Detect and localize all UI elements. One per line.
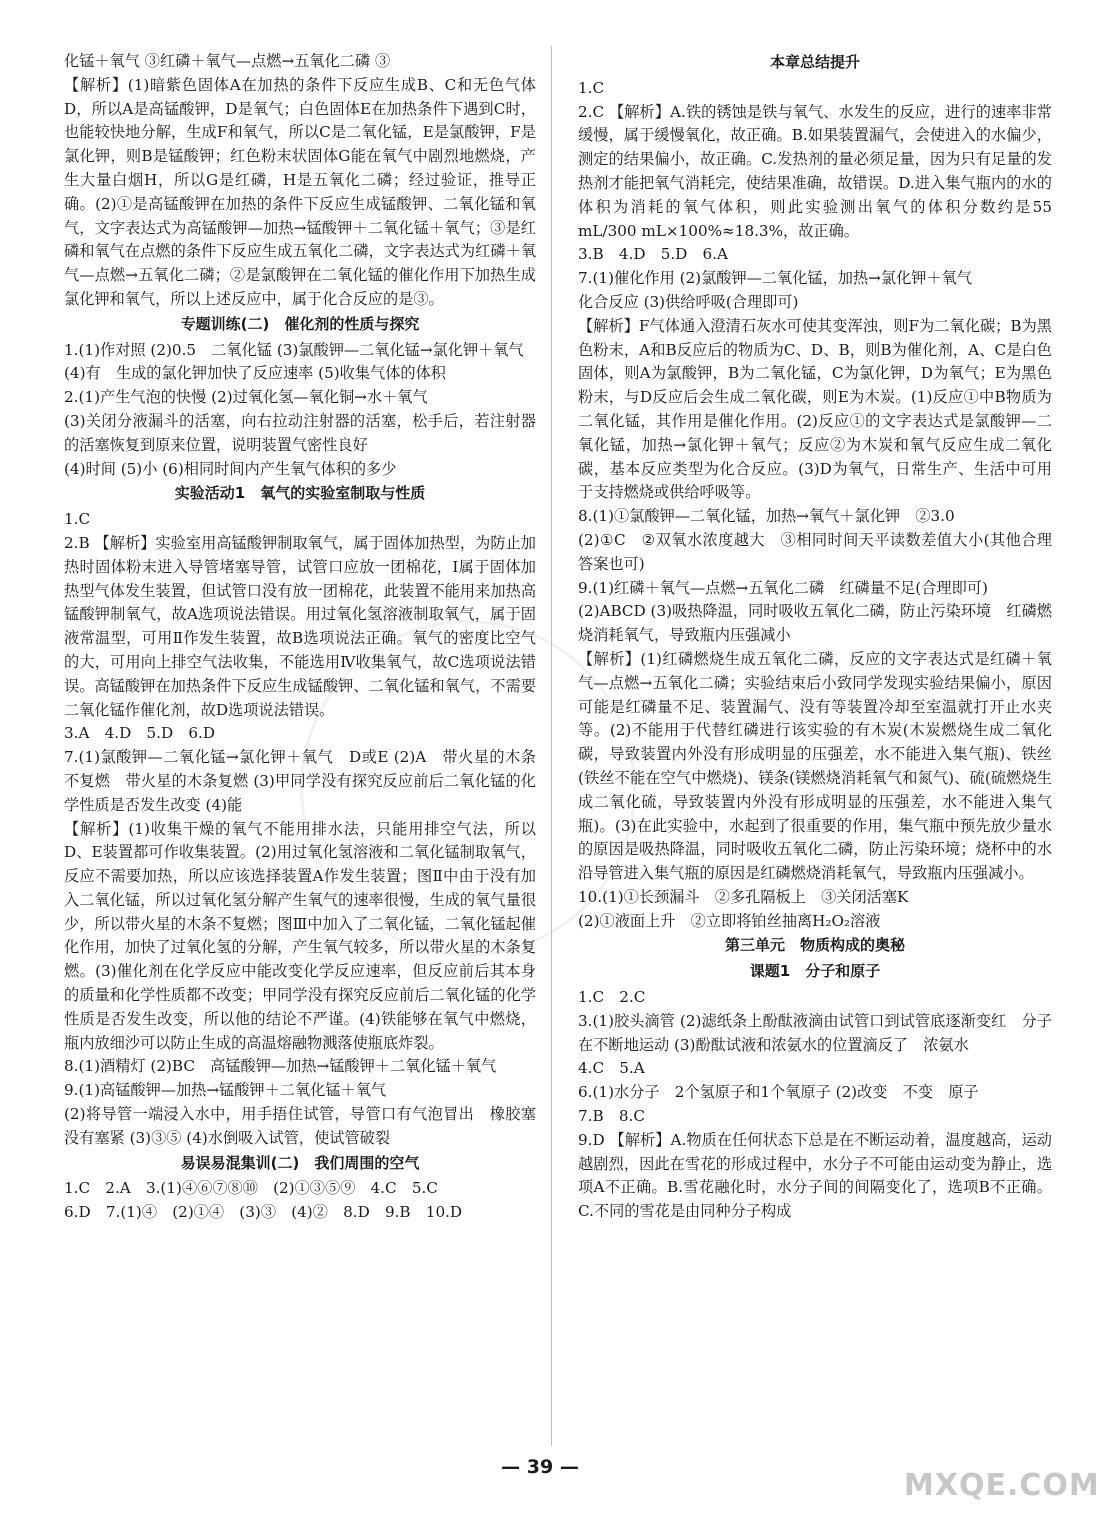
answer-paragraph: 8.(1)①氯酸钾—二氧化锰，加热→氧气＋氯化钾 ②3.0	[578, 507, 955, 526]
answer-paragraph: (2)将导管一端浸入水中，用手捂住试管，导管口有气泡冒出 橡胶塞没有塞紧 (3)③⑤ (4)水倒吸入试管，使试管破裂	[64, 1105, 536, 1147]
answer-paragraph: (2)①液面上升 ②立即将铂丝抽离H₂O₂溶液	[578, 911, 881, 930]
section-heading: 实验活动1 氧气的实验室制取与性质	[174, 484, 426, 503]
answer-paragraph: 3.A 4.D 5.D 6.D	[64, 724, 216, 743]
answer-paragraph: 【解析】F气体通入澄清石灰水可使其变浑浊，则F为二氧化碳；B为黑色粉末，A和B反应后的物质为C、D、B，则B为催化剂，A、C是白色固体，则A为氯酸钾，B为二氧化锰，C为氯化钾，D为氧气；E为黑色粉末，与D反应后会生成二氧化碳，则E为木炭。(1)反应①中B物质为二氧化锰，其作用是催化作用。(2)反应①的文字表达式是氯酸钾—二氧化锰，加热→氯化钾＋氧气；反应②为木炭和氧气反应生成二氧化碳，基本反应类型为化合反应。(3)D为氧气，日常生产、生活中可用于支持燃烧或供给呼吸等。	[578, 316, 1052, 502]
page-number: — 39 —	[501, 1456, 579, 1478]
answer-paragraph: 9.(1)红磷＋氧气—点燃→五氧化二磷 红磷量不足(合理即可)	[578, 578, 988, 597]
answer-paragraph: 1.C 2.C	[578, 988, 646, 1007]
answer-paragraph: 6.D 7.(1)④ (2)①④ (3)③ (4)② 8.D 9.B 10.D	[64, 1203, 463, 1222]
left-column	[64, 50, 536, 1225]
section-heading: 第三单元 物质构成的奥秘	[724, 936, 905, 955]
answer-paragraph: 化锰＋氧气 ③红磷＋氧气—点燃→五氧化二磷 ③	[64, 52, 391, 70]
answer-paragraph: 3.B 4.D 5.D 6.A	[578, 245, 729, 264]
answer-paragraph: 3.(1)胶头滴管 (2)滤纸条上酚酞液滴由试管口到试管底逐渐变红 分子在不断地运动 (3)酚酞试液和浓氨水的位置滴反了 浓氨水	[578, 1011, 1052, 1054]
section-heading: 专题训练(二) 催化剂的性质与探究	[180, 314, 420, 333]
answer-paragraph: (4)时间 (5)小 (6)相同时间内产生氧气体积的多少	[64, 459, 397, 478]
answer-paragraph: 化合反应 (3)供给呼吸(合理即可)	[578, 292, 799, 311]
right-column	[578, 50, 1052, 1224]
answer-paragraph: 【解析】(1)红磷燃烧生成五氧化二磷，反应的文字表达式是红磷＋氧气—点燃→五氧化二磷；实验结束后小致同学发现实验结果偏小，原因可能是红磷量不足、装置漏气、没有等装置冷却至室温就打开止水夹等。(2)不能用于代替红磷进行该实验的有木炭(木炭燃烧生成二氧化碳，导致装置内外没有形成明显的压强差，水不能进入集气瓶)、铁丝(铁丝不能在空气中燃烧)、镁条(镁燃烧消耗氧气和氮气)、硫(硫燃烧生成二氧化硫，导致装置内外没有形成明显的压强差，水不能进入集气瓶)。(3)在此实验中，水起到了很重要的作用，集气瓶中预先放少量水的原因是吸热降温，同时吸收五氧化二磷，防止污染环境；烧杯中的水沿导管进入集气瓶的原因是红磷燃烧消耗氧气，导致瓶内压强减小。	[578, 649, 1052, 883]
answer-paragraph: 1.C 2.A 3.(1)④⑥⑦⑧⑩ (2)①③⑤⑨ 4.C 5.C	[64, 1179, 438, 1198]
answer-paragraph: 8.(1)酒精灯 (2)BC 高锰酸钾—加热→锰酸钾＋二氧化锰＋氧气	[64, 1057, 497, 1076]
section-heading: 本章总结提升	[769, 53, 860, 71]
column-divider	[551, 46, 552, 1446]
answer-paragraph: 1.C	[64, 510, 91, 529]
answer-paragraph: 7.(1)氯酸钾—二氧化锰→氯化钾＋氧气 D或E (2)A 带火星的木条不复燃 带火星的木条复燃 (3)甲同学没有探究反应前后二氧化锰的化学性质是否发生改变 (4)能	[64, 748, 536, 814]
answer-paragraph: 7.(1)催化作用 (2)氯酸钾—二氧化锰，加热→氯化钾＋氧气	[578, 269, 973, 288]
answer-paragraph: (2)ABCD (3)吸热降温，同时吸收五氧化二磷，防止污染环境 红磷燃烧消耗氧气，导致瓶内压强减小	[578, 602, 1052, 645]
answer-paragraph: 1.(1)作对照 (2)0.5 二氧化锰 (3)氯酸钾—二氧化锰→氯化钾＋氧气	[64, 340, 524, 359]
answer-paragraph: 2.C 【解析】A.铁的锈蚀是铁与氧气、水发生的反应，进行的速率非常缓慢，属于缓慢氧化，故正确。B.如果装置漏气，会使进入的水偏少，测定的结果偏小，故正确。C.发热剂的量必须足量，因为只有足量的发热剂才能把氧气消耗完，使结果准确，故错误。D.进入集气瓶内的水的体积为消耗的氧气体积，则此实验测出氧气的体积分数约是55 mL/300 mL×100%≈18.3%，故正确。	[578, 102, 1052, 240]
watermark-text: MXQE.COM	[904, 1468, 1100, 1503]
answer-paragraph: (2)①C ②双氧水浓度越大 ③相同时间天平读数差值大小(其他合理答案也可)	[578, 530, 1052, 573]
answer-paragraph: 9.(1)高锰酸钾—加热→锰酸钾＋二氧化锰＋氧气	[64, 1081, 387, 1100]
answer-paragraph: (4)有 生成的氯化钾加快了反应速率 (5)收集气体的体积	[64, 364, 446, 383]
answer-paragraph: 2.B 【解析】实验室用高锰酸钾制取氧气，属于固体加热型，为防止加热时固体粉末进入导管堵塞导管，试管口应放一团棉花，I属于固体加热型气体发生装置，但试管口没有放一团棉花，此装置不能用来加热高锰酸钾制氧气，故A选项说法错误。用过氧化氢溶液制取氧气，属于固液常温型，可用Ⅱ作发生装置，故B选项说法正确。氧气的密度比空气的大，可用向上排空气法收集，不能选用Ⅳ收集氧气，故C选项说法错误。高锰酸钾在加热条件下反应生成锰酸钾、二氧化锰和氧气，不需要二氧化锰作催化剂，故D选项说法错误。	[64, 533, 536, 719]
answer-paragraph: 2.(1)产生气泡的快慢 (2)过氧化氢—氧化铜→水＋氧气	[64, 388, 428, 407]
answer-paragraph: 【解析】(1)暗紫色固体A在加热的条件下反应生成B、C和无色气体D，所以A是高锰酸钾，D是氧气；白色固体E在加热条件下遇到C时，也能较快地分解，生成F和氧气，所以C是二氧化锰，E是氯酸钾，F是氯化钾，则B是锰酸钾；红色粉末状固体G能在氧气中剧烈地燃烧，产生大量白烟H，所以G是红磷，H是五氧化二磷；经过验证，推导正确。(2)①是高锰酸钾在加热的条件下反应生成锰酸钾、二氧化锰和氧气，文字表达式为高锰酸钾—加热→锰酸钾＋二氧化锰＋氧气；③是红磷和氧气在点燃的条件下反应生成五氧化二磷，文字表达式为红磷＋氧气—点燃→五氧化二磷；②是氯酸钾在二氧化锰的催化作用下加热生成氯化钾和氧气，所以上述反应中，属于化合反应的是③。	[64, 75, 536, 308]
section-heading: 易误易混集训(二) 我们周围的空气	[180, 1153, 420, 1172]
answer-paragraph: 10.(1)①长颈漏斗 ②多孔隔板上 ③关闭活塞K	[578, 887, 909, 906]
answer-paragraph: 7.B 8.C	[578, 1107, 645, 1126]
answer-paragraph: 6.(1)水分子 2个氢原子和1个氧原子 (2)改变 不变 原子	[578, 1083, 979, 1102]
section-heading: 课题1 分子和原子	[749, 962, 881, 981]
answer-paragraph: 1.C	[578, 78, 605, 97]
answer-paragraph: (3)关闭分液漏斗的活塞，向右拉动注射器的活塞，松手后，若注射器的活塞恢复到原来位置，说明装置气密性良好	[64, 411, 536, 454]
answer-paragraph: 【解析】(1)收集干燥的氧气不能用排水法，只能用排空气法，所以D、E装置都可作收集装置。(2)用过氧化氢溶液和二氧化锰制取氧气，反应不需要加热，所以应该选择装置A作发生装置；图Ⅱ中由于没有加入二氧化锰，所以过氧化氢分解产生氧气的速率很慢，生成的氧气量很少，所以带火星的木条不复燃；图Ⅲ中加入了二氧化锰，二氧化锰起催化作用，加快了过氧化氢的分解，产生氧气较多，所以带火星的木条复燃。(3)催化剂在化学反应中能改变化学反应速率，但反应前后其本身的质量和化学性质都不改变；甲同学没有探究反应前后二氧化锰的化学性质是否发生改变，所以他的结论不严谨。(4)铁能够在氧气中燃烧，瓶内放细沙可以防止生成的高温熔融物溅落使瓶底炸裂。	[64, 819, 536, 1052]
answer-paragraph: 9.D 【解析】A.物质在任何状态下总是在不断运动着，温度越高，运动越剧烈，因此在雪花的形成过程中，水分子不可能由运动变为静止，选项A不正确。B.雪花融化时，水分子间的间隔变化了，选项B不正确。C.不同的雪花是由同种分子构成	[578, 1130, 1052, 1221]
answer-paragraph: 4.C 5.A	[578, 1059, 645, 1078]
